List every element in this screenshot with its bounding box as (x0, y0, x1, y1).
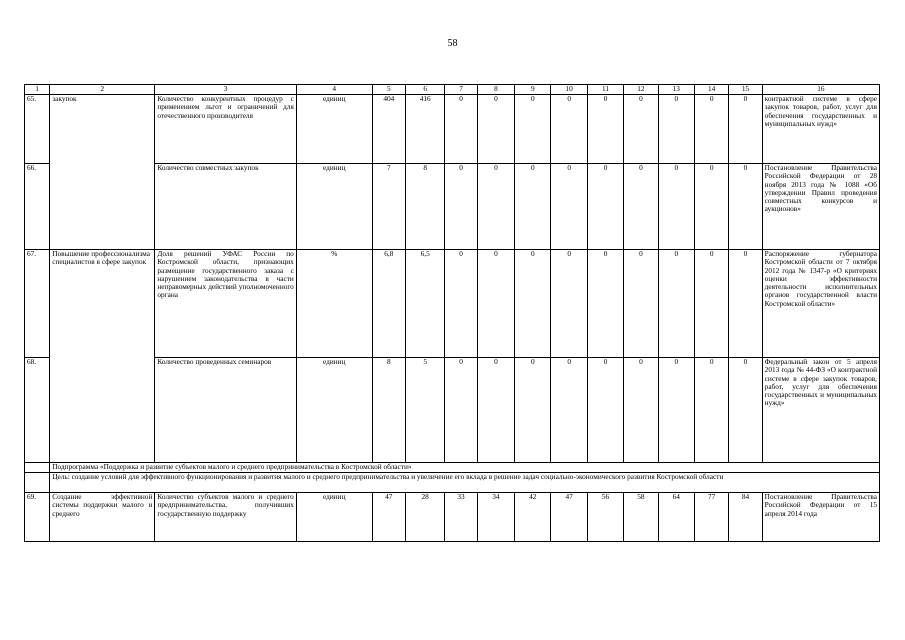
value-cell: 0 (515, 250, 551, 358)
indicator-name: Количество проведенных семинаров (155, 358, 296, 463)
unit: единиц (296, 164, 372, 250)
value-cell: 0 (445, 164, 477, 250)
value-cell: 64 (658, 493, 694, 542)
value-cell: 0 (729, 358, 762, 463)
value-cell: 33 (445, 493, 477, 542)
header-cell: 11 (587, 85, 623, 95)
header-cell: 6 (405, 85, 444, 95)
task-name: Повышение профессионализма специалистов в сфере закупок (50, 250, 155, 463)
value-cell: 0 (729, 164, 762, 250)
row-number: 68. (25, 358, 50, 463)
value-cell: 5 (405, 358, 444, 463)
indicator-name: Количество субъектов малого и среднего предпринимательства, получивших государственную поддержку (155, 493, 296, 542)
unit: единиц (296, 493, 372, 542)
header-cell: 13 (658, 85, 694, 95)
value-cell: 0 (694, 358, 728, 463)
value-cell: 0 (624, 250, 658, 358)
value-cell: 47 (551, 493, 587, 542)
value-cell: 0 (477, 250, 514, 358)
header-cell: 7 (445, 85, 477, 95)
indicator-name: Доля решений УФАС России по Костромской области, признающих размещение государственного заказа с нарушением законодательства в части неправомерных действий уполномоченного органа (155, 250, 296, 358)
value-cell: 0 (587, 358, 623, 463)
value-cell: 404 (372, 95, 405, 164)
legal-basis: Федеральный закон от 5 апреля 2013 года № 44-ФЗ «О контрактной системе в сфере закупок товаров, работ, услуг для обеспечения государственных и муниципальных нужд» (762, 358, 879, 463)
value-cell: 47 (372, 493, 405, 542)
value-cell: 0 (587, 250, 623, 358)
legal-basis: Постановление Правительства Российской Федерации от 15 апреля 2014 года (762, 493, 879, 542)
value-cell: 58 (624, 493, 658, 542)
value-cell: 0 (477, 164, 514, 250)
header-cell: 2 (50, 85, 155, 95)
value-cell: 0 (551, 164, 587, 250)
value-cell: 0 (551, 95, 587, 164)
header-cell: 8 (477, 85, 514, 95)
task-name: закупок (50, 95, 155, 250)
table-row (25, 250, 880, 358)
value-cell: 34 (477, 493, 514, 542)
unit: единиц (296, 95, 372, 164)
subprogram-row (25, 463, 880, 473)
goal-text: Цель: создание условий для эффективного функционирования и развития малого и среднего предпринимательства и увеличение его вклада в решение задач социально-экономического развития Костромской области (50, 473, 880, 493)
value-cell: 0 (624, 95, 658, 164)
value-cell: 416 (405, 95, 444, 164)
header-cell: 10 (551, 85, 587, 95)
header-cell: 9 (515, 85, 551, 95)
value-cell: 0 (694, 164, 728, 250)
value-cell: 0 (515, 164, 551, 250)
value-cell: 0 (694, 95, 728, 164)
row-number: 69. (25, 493, 50, 542)
value-cell: 8 (405, 164, 444, 250)
table-row (25, 493, 880, 542)
header-row (25, 85, 880, 95)
header-cell: 14 (694, 85, 728, 95)
goal-row (25, 473, 880, 493)
unit: единиц (296, 358, 372, 463)
value-cell: 0 (658, 164, 694, 250)
value-cell: 84 (729, 493, 762, 542)
value-cell: 7 (372, 164, 405, 250)
header-cell: 3 (155, 85, 296, 95)
value-cell: 0 (551, 250, 587, 358)
row-number: 67. (25, 250, 50, 358)
header-cell: 4 (296, 85, 372, 95)
value-cell: 6,5 (405, 250, 444, 358)
value-cell: 0 (694, 250, 728, 358)
value-cell: 0 (477, 95, 514, 164)
task-name: Создание эффективной системы поддержки малого и среднего (50, 493, 155, 542)
value-cell: 0 (477, 358, 514, 463)
indicator-name: Количество конкурентных процедур с применением льгот и ограничений для отечественного производителя (155, 95, 296, 164)
value-cell: 0 (658, 358, 694, 463)
value-cell: 77 (694, 493, 728, 542)
table-row (25, 95, 880, 164)
indicator-name: Количество совместных закупок (155, 164, 296, 250)
value-cell: 0 (729, 95, 762, 164)
value-cell: 0 (515, 95, 551, 164)
value-cell: 8 (372, 358, 405, 463)
subprogram-title: Подпрограмма «Поддержка и развитие субъектов малого и среднего предпринимательства в Костромской области» (50, 463, 880, 473)
value-cell: 0 (515, 358, 551, 463)
value-cell: 28 (405, 493, 444, 542)
value-cell: 0 (445, 358, 477, 463)
row-number: 65. (25, 95, 50, 164)
unit: % (296, 250, 372, 358)
value-cell: 0 (624, 358, 658, 463)
indicator-table (24, 84, 880, 542)
value-cell: 0 (624, 164, 658, 250)
legal-basis: контрактной системе в сфере закупок товаров, работ, услуг для обеспечения государственных и муниципальных нужд» (762, 95, 879, 164)
header-cell: 12 (624, 85, 658, 95)
value-cell: 0 (729, 250, 762, 358)
value-cell: 42 (515, 493, 551, 542)
header-cell: 15 (729, 85, 762, 95)
value-cell: 0 (658, 250, 694, 358)
value-cell: 0 (445, 95, 477, 164)
value-cell: 0 (551, 358, 587, 463)
page-number: 58 (447, 38, 458, 49)
legal-basis: Постановление Правительства Российской Федерации от 28 ноября 2013 года № 1088 «Об утверждении Правил проведения совместных конкурсов и аукционов» (762, 164, 879, 250)
value-cell: 0 (587, 164, 623, 250)
value-cell: 0 (658, 95, 694, 164)
header-cell: 16 (762, 85, 879, 95)
header-cell: 5 (372, 85, 405, 95)
value-cell: 6,8 (372, 250, 405, 358)
legal-basis: Распоряжение губернатора Костромской области от 7 октября 2012 года № 1347-р «О критериях оценки эффективности деятельности исполнительных органов государственной власти Костромской области» (762, 250, 879, 358)
row-number: 66. (25, 164, 50, 250)
header-cell: 1 (25, 85, 50, 95)
value-cell: 0 (587, 95, 623, 164)
value-cell: 56 (587, 493, 623, 542)
value-cell: 0 (445, 250, 477, 358)
